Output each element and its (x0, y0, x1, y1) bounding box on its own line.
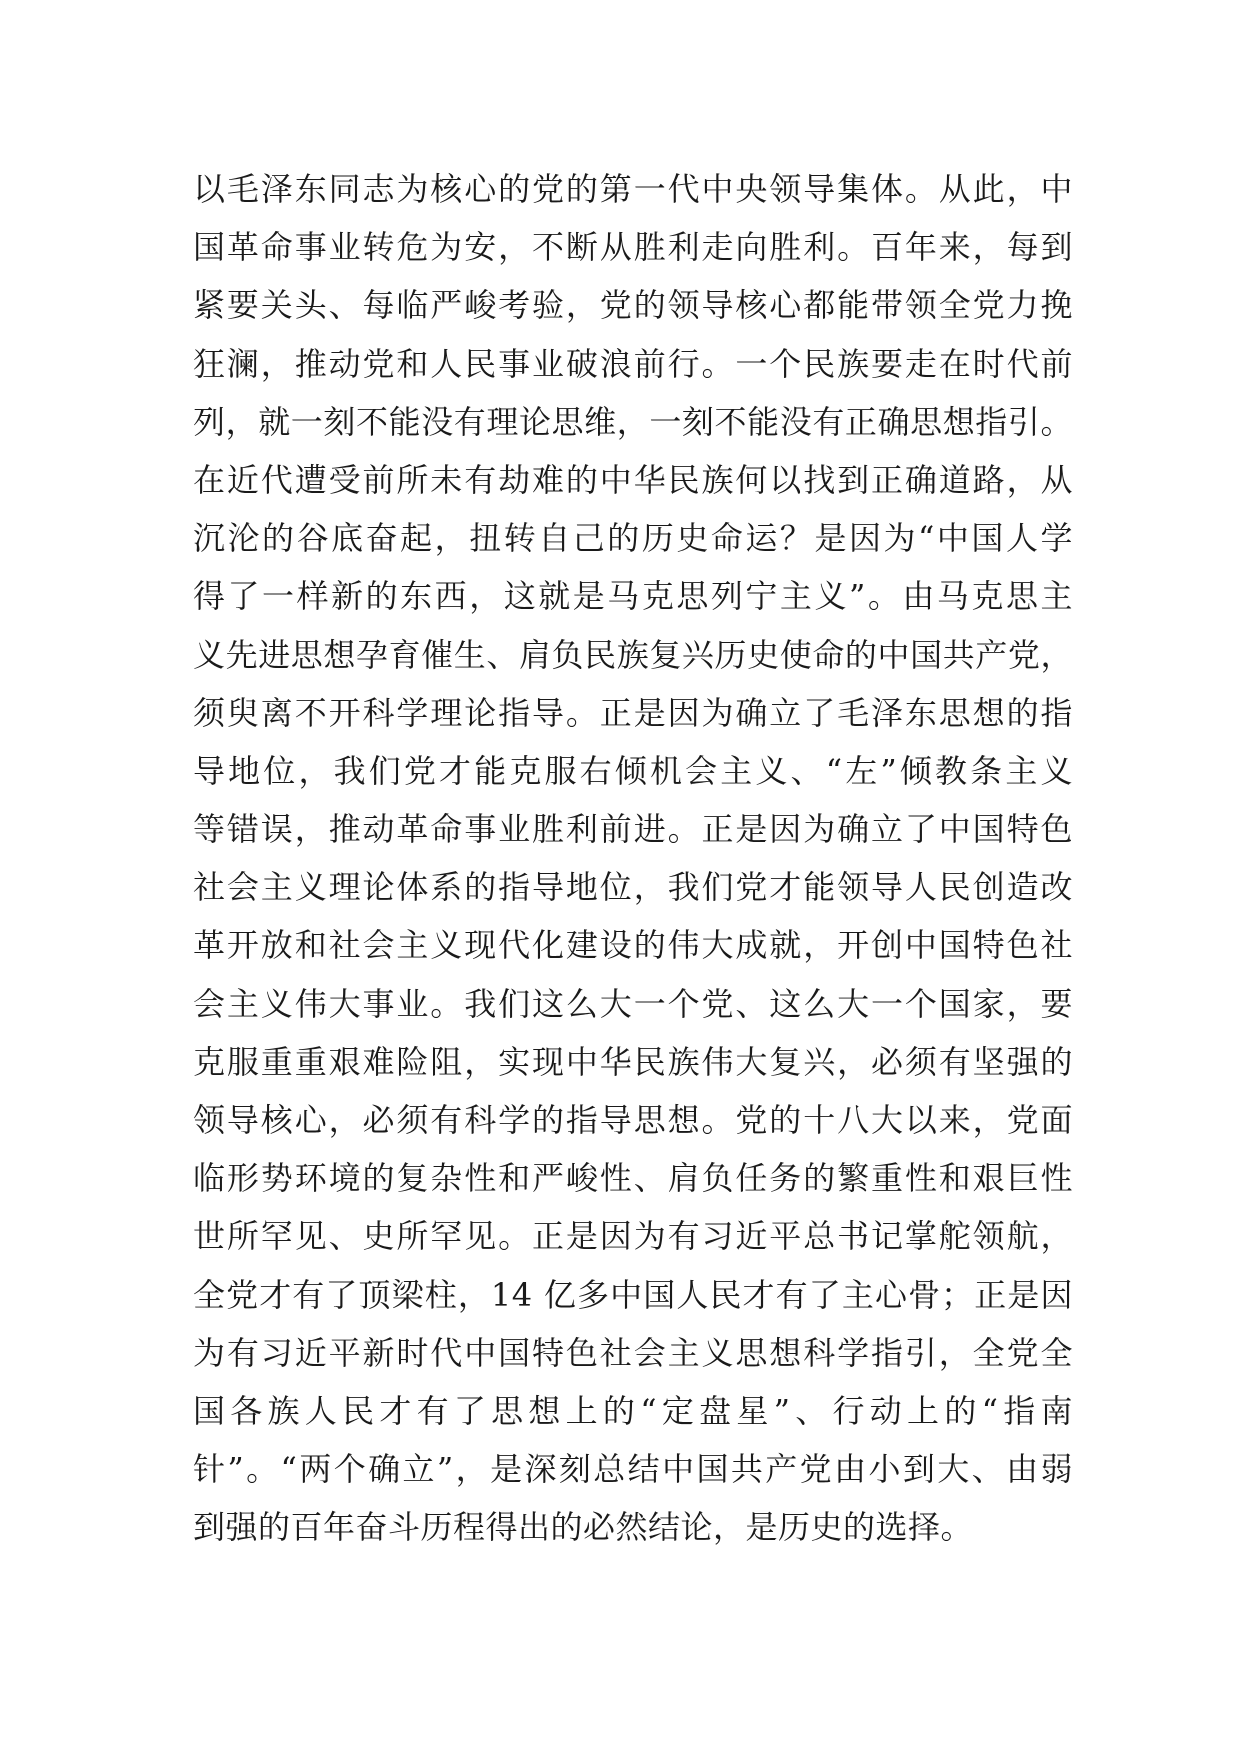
text-line: 以毛泽东同志为核心的党的第一代中央领导集体。从此，中 (193, 170, 1073, 208)
text-line: 为有习近平新时代中国特色社会主义思想科学指引，全党全 (193, 1333, 1073, 1372)
text-line: 紧要关头、每临严峻考验，党的领导核心都能带领全党力挽 (193, 286, 1073, 325)
body-paragraph (193, 160, 1073, 1557)
text-line: 得了一样新的东西，这就是马克思列宁主义”。由马克思主 (193, 577, 1073, 616)
text-line: 领导核心，必须有科学的指导思想。党的十八大以来，党面 (193, 1101, 1073, 1139)
text-line: 临形势环境的复杂性和严峻性、肩负任务的繁重性和艰巨性 (193, 1159, 1073, 1198)
text-line: 世所罕见、史所罕见。正是因为有习近平总书记掌舵领航， (193, 1217, 1073, 1256)
text-line: 等错误，推动革命事业胜利前进。正是因为确立了中国特色 (193, 810, 1073, 849)
text-line: 革开放和社会主义现代化建设的伟大成就，开创中国特色社 (193, 926, 1073, 965)
text-line: 针”。“两个确立”，是深刻总结中国共产党由小到大、由弱 (193, 1450, 1073, 1489)
text-line: 国各族人民才有了思想上的“定盘星”、行动上的“指南 (193, 1391, 1073, 1430)
text-line: 义先进思想孕育催生、肩负民族复兴历史使命的中国共产党， (193, 635, 1073, 674)
text-line: 到强的百年奋斗历程得出的必然结论，是历史的选择。 (193, 1508, 974, 1547)
text-line: 在近代遭受前所未有劫难的中华民族何以找到正确道路，从 (193, 460, 1073, 499)
text-line: 社会主义理论体系的指导地位，我们党才能领导人民创造改 (193, 868, 1073, 907)
text-line: 导地位，我们党才能克服右倾机会主义、“左”倾教条主义 (193, 751, 1073, 790)
text-line: 会主义伟大事业。我们这么大一个党、这么大一个国家，要 (193, 984, 1073, 1023)
text-line: 全党才有了顶梁柱，14 亿多中国人民才有了主心骨；正是因 (193, 1275, 1073, 1314)
text-line: 须臾离不开科学理论指导。正是因为确立了毛泽东思想的指 (193, 693, 1073, 732)
text-line: 国革命事业转危为安，不断从胜利走向胜利。百年来，每到 (193, 228, 1073, 267)
text-line: 沉沦的谷底奋起，扭转自己的历史命运？是因为“中国人学 (193, 519, 1073, 558)
text-line: 克服重重艰难险阻，实现中华民族伟大复兴，必须有坚强的 (193, 1042, 1073, 1081)
text-line: 狂澜，推动党和人民事业破浪前行。一个民族要走在时代前 (193, 344, 1073, 383)
text-line: 列，就一刻不能没有理论思维，一刻不能没有正确思想指引。 (193, 402, 1073, 441)
